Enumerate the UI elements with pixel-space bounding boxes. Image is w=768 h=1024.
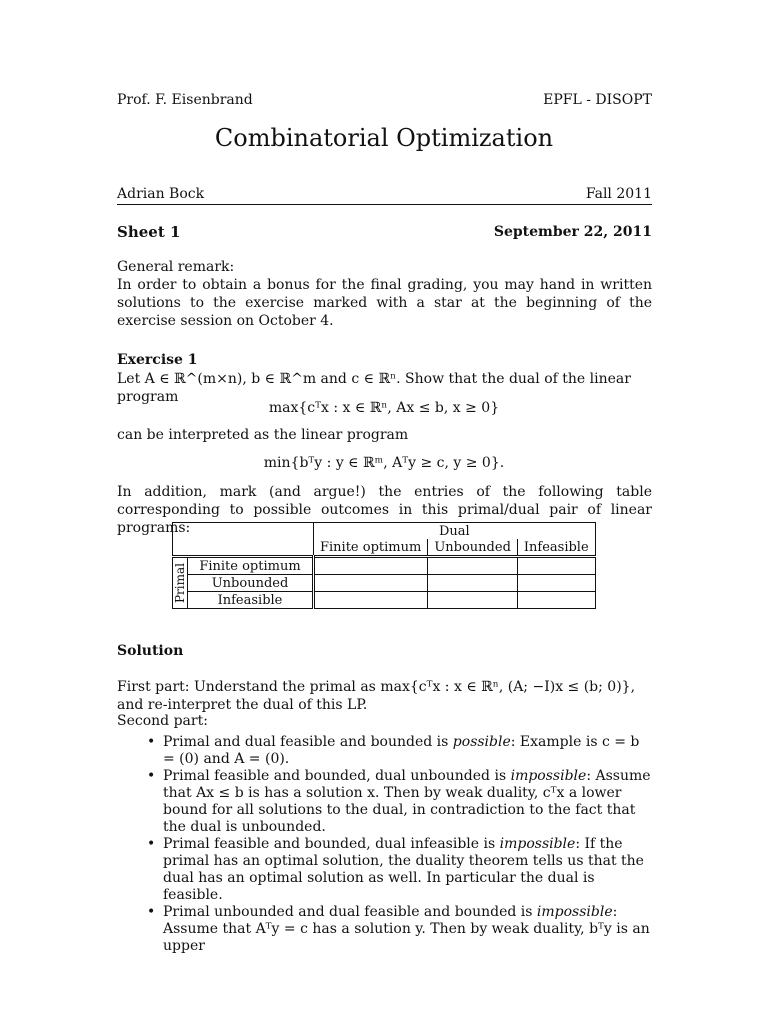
author-name: Prof. F. Eisenbrand [117,92,253,108]
bullet-emphasis: possible [452,734,511,750]
bullet-text: : If the primal has an optimal solution, the duality theorem tells us that the dual has an optimal solution as well. In particular the dual is feasible. [163,836,644,903]
table-cell [314,557,428,575]
list-item [163,768,652,836]
table-cell [314,592,428,609]
row-header-infeasible: Infeasible [188,592,314,609]
dual-label: Dual [314,523,596,540]
solution-heading: Solution [117,643,184,659]
list-item [163,904,652,955]
primal-lp: max{cᵀx : x ∈ ℝⁿ, Ax ≤ b, x ≥ 0} [268,400,500,416]
remark-heading: General remark: [117,259,235,275]
table-cell [428,557,518,575]
exercise-middle: can be interpreted as the linear program [117,427,409,443]
table-cell [314,575,428,592]
col-header-finite: Finite optimum [314,539,428,557]
solution-first-part: First part: Understand the primal as max{cᵀx : x ∈ ℝⁿ, (A; −I)x ≤ (b; 0)}, and re-interpret the dual of this LP. [117,679,636,713]
term: Fall 2011 [585,186,652,202]
dual-lp: min{bᵀy : y ∈ ℝᵐ, Aᵀy ≥ c, y ≥ 0}. [263,455,505,471]
exercise-intro: Let A ∈ ℝ^(m×n), b ∈ ℝ^m and c ∈ ℝⁿ. Show that the dual of the linear program [117,371,631,405]
outcome-table [172,522,596,609]
table-cell [517,575,595,592]
exercise-addition: In addition, mark (and argue!) the entries of the following table corresponding to possible outcomes in this primal/dual pair of linear programs: [117,484,652,536]
sheet-date: September 22, 2011 [493,224,652,240]
table-cell [517,557,595,575]
solution-list [117,734,652,955]
exercise-heading: Exercise 1 [117,352,198,368]
bullet-text: : Assume that Ax ≤ b is has a solution x. Then by weak duality, cᵀx a lower bound for all solutions to the dual, in contradiction to the fact that the dual is unbounded. [163,768,651,835]
list-item [163,836,652,904]
row-header-finite: Finite optimum [188,557,314,575]
table-corner [173,523,314,557]
sheet-label: Sheet 1 [117,223,181,241]
bullet-text: Primal feasible and bounded, dual infeasible is [163,836,500,852]
col-header-unbounded: Unbounded [428,539,518,557]
institute-name: EPFL - DISOPT [543,92,652,108]
table-cell [428,575,518,592]
row-header-unbounded: Unbounded [188,575,314,592]
bullet-emphasis: impossible [499,836,576,852]
bullet-emphasis: impossible [510,768,587,784]
bullet-emphasis: impossible [536,904,613,920]
list-item [163,734,652,768]
bullet-text: Primal and dual feasible and bounded is [163,734,453,750]
solution-second-part: Second part: [117,713,208,729]
primal-label-cell [173,557,188,609]
col-header-infeasible: Infeasible [517,539,595,557]
bullet-text: : Example is c = b = (0) and A = (0). [163,734,640,767]
page-title: Combinatorial Optimization [214,124,554,152]
remark-text: In order to obtain a bonus for the final grading, you may hand in written solutions to the exercise marked with a star at the beginning of the exercise session on October 4. [117,277,652,329]
remark-block [117,258,652,330]
primal-label: Primal [173,562,187,604]
assistant-name: Adrian Bock [117,186,205,202]
bullet-text: Primal feasible and bounded, dual unbounded is [163,768,511,784]
bullet-text: : Assume that Aᵀy = c has a solution y. Then by weak duality, bᵀy is an upper [163,904,650,954]
table-cell [517,592,595,609]
table-cell [428,592,518,609]
header-rule [117,204,652,205]
bullet-text: Primal unbounded and dual feasible and bounded is [163,904,537,920]
